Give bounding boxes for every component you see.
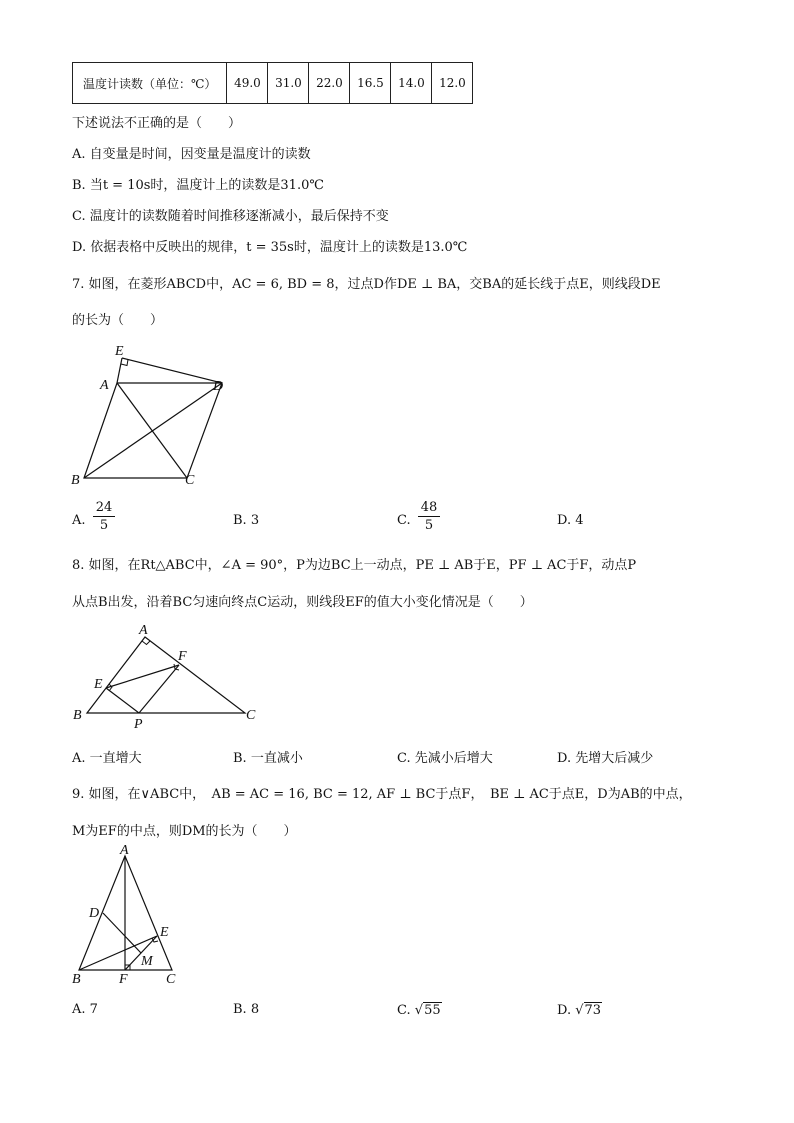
label-b: B [73, 708, 82, 723]
ba-extension-line [117, 358, 122, 383]
fraction-bar [93, 516, 115, 517]
table-header-cell: 温度计读数（单位：℃） [73, 63, 227, 104]
q7-option-c-fraction [418, 500, 440, 533]
radicand: 55 [424, 1003, 441, 1018]
q7-option-a-prefix: A. [72, 513, 86, 528]
label-b: B [71, 473, 80, 488]
q7-option-d: D. 4 [557, 513, 584, 528]
q8-stem-line1: 8. 如图，在Rt△ABC中，∠A = 90°，P为边BC上一动点，PE ⊥ AB于E，PF ⊥ AC于F，动点P [72, 558, 637, 573]
q7-option-b: B. 3 [233, 513, 260, 528]
table-cell: 14.0 [391, 63, 432, 104]
q6-stem: 下述说法不正确的是（ ） [72, 116, 242, 131]
fraction-denominator: 5 [424, 518, 434, 533]
label-c: C [246, 708, 256, 723]
q8-option-a: A. 一直增大 [72, 751, 142, 766]
triangle-abc [87, 637, 245, 713]
rhombus-figure [66, 338, 236, 494]
radical-sign: √ [414, 1003, 424, 1018]
q6-option-d: D. 依据表格中反映出的规律，t = 35s时，温度计上的读数是13.0℃ [72, 240, 468, 255]
fraction-numerator: 24 [95, 500, 113, 515]
label-c: C [166, 972, 176, 987]
label-d: D [213, 379, 224, 394]
label-d: D [89, 906, 100, 921]
right-triangle-figure [66, 620, 276, 732]
label-f: F [119, 972, 128, 987]
label-b: B [72, 972, 81, 987]
fraction-denominator: 5 [99, 518, 109, 533]
label-e: E [94, 677, 103, 692]
q6-option-a: A. 自变量是时间，因变量是温度计的读数 [72, 147, 311, 162]
radical-sign: √ [575, 1003, 584, 1018]
segment-pe [106, 688, 139, 713]
right-angle-mark-a [142, 641, 150, 645]
q6-option-c: C. 温度计的读数随着时间推移逐渐减小，最后保持不变 [72, 209, 389, 224]
label-e: E [160, 925, 169, 940]
q9-stem-line1: 9. 如图，在∨ABC中， AB = AC = 16, BC = 12, AF ⊥ BC于点F， BE ⊥ AC于点E，D为AB的中点， [72, 787, 692, 802]
label-p: P [134, 717, 143, 732]
label-f: F [178, 649, 187, 664]
label-e: E [115, 344, 124, 359]
segment-ef [106, 665, 179, 688]
option-prefix: D. [557, 1003, 572, 1018]
option-prefix: C. [397, 1003, 411, 1018]
isosceles-triangle-figure [66, 840, 196, 990]
table-cell: 49.0 [227, 63, 268, 104]
q9-option-d [557, 1002, 602, 1018]
q9-option-c [397, 1002, 442, 1018]
q7-option-c-prefix: C. [397, 513, 411, 528]
q9-option-a: A. 7 [72, 1002, 98, 1017]
segment-de [122, 358, 222, 383]
q7-option-a-fraction [93, 500, 115, 533]
segment-pf [139, 665, 179, 713]
label-a: A [100, 378, 109, 393]
label-m: M [141, 954, 153, 969]
fraction-numerator: 48 [420, 500, 438, 515]
table-cell: 31.0 [268, 63, 309, 104]
table-cell: 12.0 [432, 63, 473, 104]
q6-option-b: B. 当t = 10s时，温度计上的读数是31.0℃ [72, 178, 324, 193]
table-cell: 22.0 [309, 63, 350, 104]
q9-option-b: B. 8 [233, 1002, 260, 1017]
q8-option-d: D. 先增大后减少 [557, 751, 654, 766]
table-cell: 16.5 [350, 63, 391, 104]
q8-option-c: C. 先减小后增大 [397, 751, 493, 766]
table-row [73, 63, 473, 104]
label-a: A [139, 623, 148, 638]
diagonal-bd [84, 383, 222, 478]
q9-stem-line2: M为EF的中点，则DM的长为（ ） [72, 824, 297, 839]
q8-option-b: B. 一直减小 [233, 751, 303, 766]
temperature-table [72, 62, 473, 104]
radicand: 73 [584, 1003, 602, 1018]
fraction-bar [418, 516, 440, 517]
q7-stem-line1: 7. 如图，在菱形ABCD中，AC = 6, BD = 8，过点D作DE ⊥ BA，交BA的延长线于点E，则线段DE [72, 277, 661, 292]
q7-stem-line2: 的长为（ ） [72, 313, 164, 328]
label-c: C [185, 473, 195, 488]
q8-stem-line2: 从点B出发，沿着BC匀速向终点C运动，则线段EF的值大小变化情况是（ ） [72, 595, 533, 610]
segment-dm [103, 913, 141, 953]
label-a: A [120, 843, 129, 858]
